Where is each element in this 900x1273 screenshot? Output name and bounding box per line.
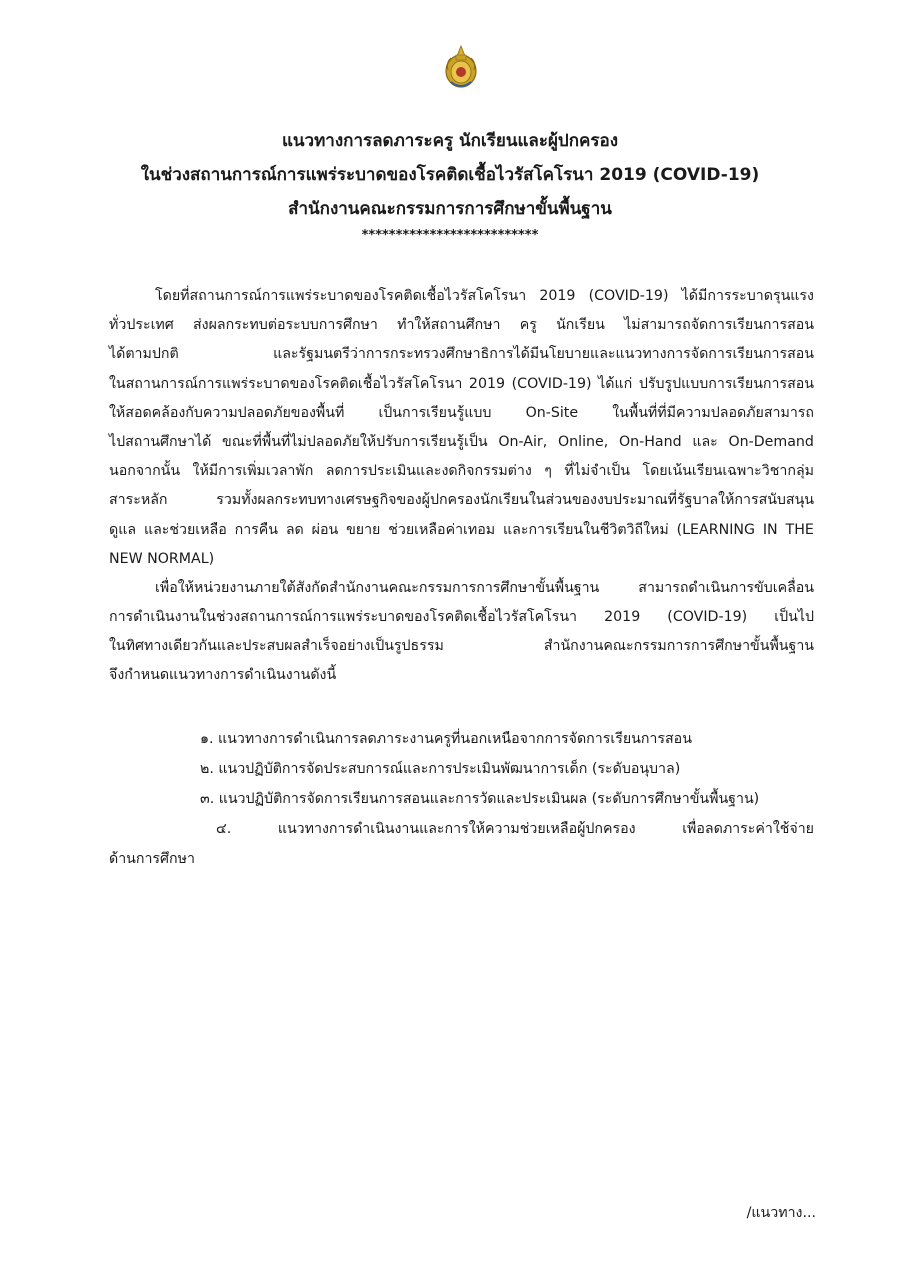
text-line: ในสถานการณ์การแพร่ระบาดของโรคติดเชื้อไวรัสโคโรนา 2019 (COVID-19) ได้แก่ ปรับรูปแบบการเรียนการสอน <box>109 375 814 392</box>
text-line: ไปสถานศึกษาได้ ขณะที่พื้นที่ไม่ปลอดภัยให้ปรับการเรียนรู้เป็น On-Air, Online, On-Hand และ On-Demand <box>109 433 814 450</box>
guideline-item-3: ๓. แนวปฏิบัติการจัดการเรียนการสอนและการวัดและประเมินผล (ระดับการศึกษาขั้นพื้นฐาน) <box>200 791 760 807</box>
title-line-2: ในช่วงสถานการณ์การแพร่ระบาดของโรคติดเชื้อไวรัสโคโรนา 2019 (COVID-19) <box>140 165 760 185</box>
text-line: ทั่วประเทศ ส่งผลกระทบต่อระบบการศึกษา ทำให้สถานศึกษา ครู นักเรียน ไม่สามารถจัดการเรียนการสอน <box>109 317 814 334</box>
text-line: สาระหลัก รวมทั้งผลกระทบทางเศรษฐกิจของผู้ปกครองนักเรียนในส่วนของงบประมาณที่รัฐบาลให้การสนับสนุน <box>109 492 814 509</box>
text-line: ดูแล และช่วยเหลือ การคืน ลด ผ่อน ขยาย ช่วยเหลือค่าเทอม และการเรียนในชีวิตวิถีใหม่ (LEARNING IN THE <box>109 521 814 538</box>
paragraph-2 <box>109 574 814 691</box>
text-line: จึงกำหนดแนวทางการดำเนินงานดังนี้ <box>109 667 337 684</box>
text-line: ให้สอดคล้องกับความปลอดภัยของพื้นที่ เป็นการเรียนรู้แบบ On-Site ในพื้นที่ที่มีความปลอดภัยสามารถ <box>109 404 814 421</box>
text-line: ได้ตามปกติ และรัฐมนตรีว่าการกระทรวงศึกษาธิการได้มีนโยบายและแนวทางการจัดการเรียนการสอน <box>109 346 814 363</box>
document-title <box>90 124 810 246</box>
guideline-item-4-line-2: ด้านการศึกษา <box>109 851 195 867</box>
title-line-1: แนวทางการลดภาระครู นักเรียนและผู้ปกครอง <box>281 131 619 151</box>
guideline-item-4-line-1: ๔. แนวทางการดำเนินงานและการให้ความช่วยเหลือผู้ปกครอง เพื่อลดภาระค่าใช้จ่าย <box>216 821 814 837</box>
guideline-item-2: ๒. แนวปฏิบัติการจัดประสบการณ์และการประเมินพัฒนาการเด็ก (ระดับอนุบาล) <box>200 761 681 777</box>
guideline-item-1: ๑. แนวทางการดำเนินการลดภาระงานครูที่นอกเหนือจากการจัดการเรียนการสอน <box>200 731 692 747</box>
text-line: การดำเนินงานในช่วงสถานการณ์การแพร่ระบาดของโรคติดเชื้อไวรัสโคโรนา 2019 (COVID-19) เป็นไป <box>109 609 814 626</box>
text-line: NEW NORMAL) <box>109 550 215 567</box>
document-body <box>109 282 814 691</box>
guideline-list <box>200 724 759 814</box>
page-continuation: /แนวทาง... <box>746 1205 816 1221</box>
guideline-item-4 <box>109 814 814 874</box>
text-line: โดยที่สถานการณ์การแพร่ระบาดของโรคติดเชื้อไวรัสโคโรนา 2019 (COVID-19) ได้มีการระบาดรุนแรง <box>155 288 814 304</box>
ministry-of-education-emblem-icon <box>441 42 481 90</box>
title-line-3: สำนักงานคณะกรรมการการศึกษาขั้นพื้นฐาน <box>288 199 612 219</box>
text-line: นอกจากนั้น ให้มีการเพิ่มเวลาพัก ลดการประเมินและงดกิจกรรมต่าง ๆ ที่ไม่จำเป็น โดยเน้นเรียนเฉพาะวิชากลุ่ม <box>109 463 814 480</box>
paragraph-1 <box>109 282 814 574</box>
text-line: เพื่อให้หน่วยงานภายใต้สังกัดสำนักงานคณะกรรมการการศึกษาขั้นพื้นฐาน สามารถดำเนินการขับเคลื่อน <box>155 579 814 596</box>
text-line: ในทิศทางเดียวกันและประสบผลสำเร็จอย่างเป็นรูปธรรม สำนักงานคณะกรรมการการศึกษาขั้นพื้นฐาน <box>109 638 814 655</box>
title-separator: ************************** <box>361 228 539 243</box>
